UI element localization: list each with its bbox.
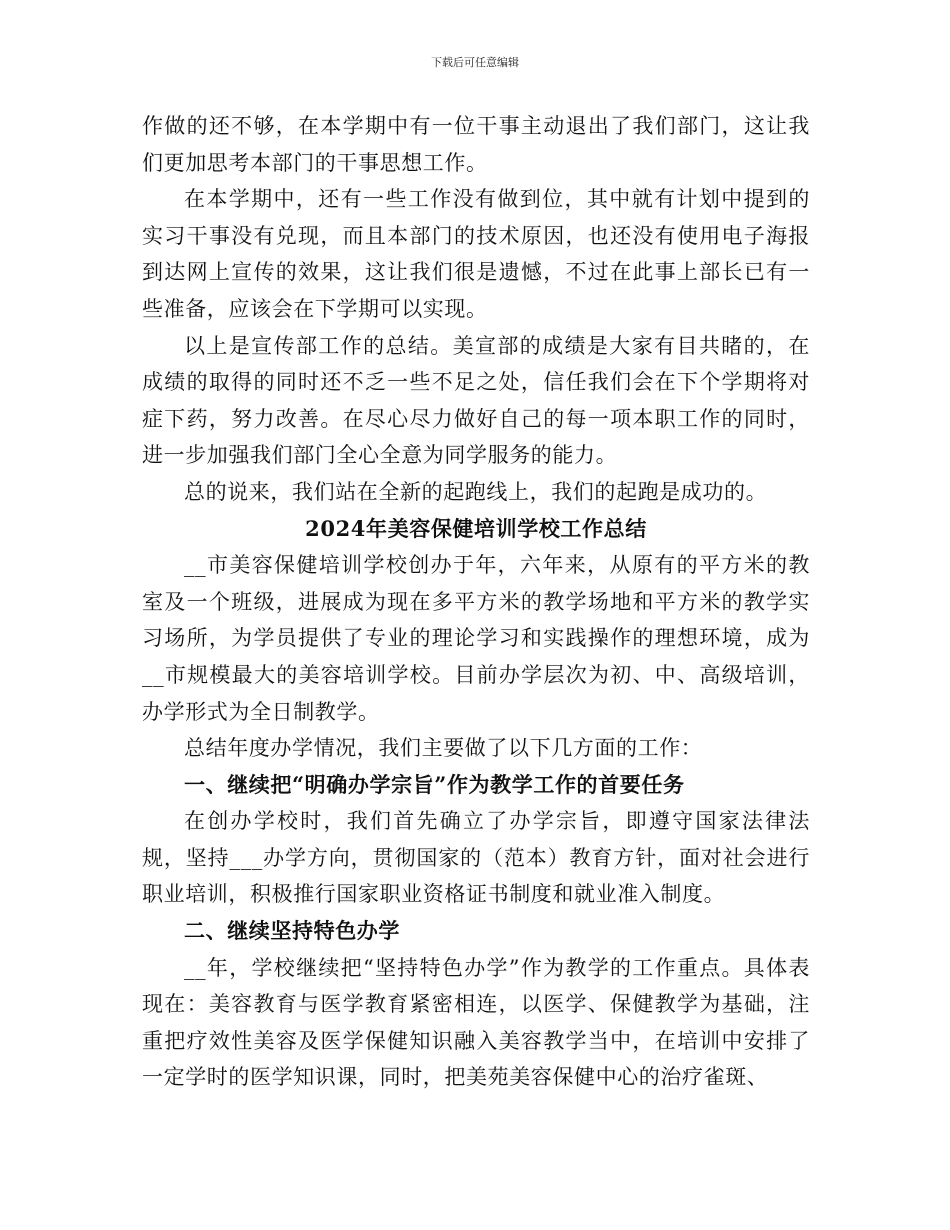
paragraph: 总结年度办学情况，我们主要做了以下几方面的工作： xyxy=(184,736,703,761)
paragraph: 在本学期中，还有一些工作没有做到位，其中就有计划中提到的实习干事没有兑现，而且本部门的技术原因，也还没有使用电子海报到达网上宣传的效果，这让我们很是遗憾，不过在此事上部长已有一些准备，应该会在下学期可以实现。 xyxy=(142,187,810,321)
paragraph: 在创办学校时，我们首先确立了办学宗旨，即遵守国家法律法规，坚持___办学方向，贯彻国家的（范本）教育方针，面对社会进行职业培训，积极推行国家职业资格证书制度和就业准入制度。 xyxy=(142,809,810,907)
section-heading: 二、继续坚持特色办学 xyxy=(184,918,400,944)
document-title: 2024年美容保健培训学校工作总结 xyxy=(305,515,647,541)
section-heading: 一、继续把“明确办学宗旨”作为教学工作的首要任务 xyxy=(184,771,685,797)
paragraph: __市美容保健培训学校创办于年，六年来，从原有的平方米的教室及一个班级，进展成为现在多平方米的教学场地和平方米的教学实习场所，为学员提供了专业的理论学习和实践操作的理想环境，成为__市规模最大的美容培训学校。目前办学层次为初、中、高级培训，办学形式为全日制教学。 xyxy=(142,553,810,724)
paragraph: __年，学校继续把“坚持特色办学”作为教学的工作重点。具体表现在：美容教育与医学教育紧密相连，以医学、保健教学为基础，注重把疗效性美容及医学保健知识融入美容教学当中，在培训中安排了一定学时的医学知识课，同时，把美苑美容保健中心的治疗雀斑、 xyxy=(142,955,810,1090)
document-body xyxy=(142,108,810,1096)
page-header: 下载后可任意编辑 xyxy=(431,56,519,69)
paragraph: 以上是宣传部工作的总结。美宣部的成绩是大家有目共睹的，在成绩的取得的同时还不乏一些不足之处，信任我们会在下个学期将对症下药，努力改善。在尽心尽力做好自己的每一项本职工作的同时，进一步加强我们部门全心全意为同学服务的能力。 xyxy=(142,333,810,468)
paragraph: 总的说来，我们站在全新的起跑线上，我们的起跑是成功的。 xyxy=(184,479,768,504)
paragraph: 作做的还不够，在本学期中有一位干事主动退出了我们部门，这让我们更加思考本部门的干事思想工作。 xyxy=(142,114,810,175)
